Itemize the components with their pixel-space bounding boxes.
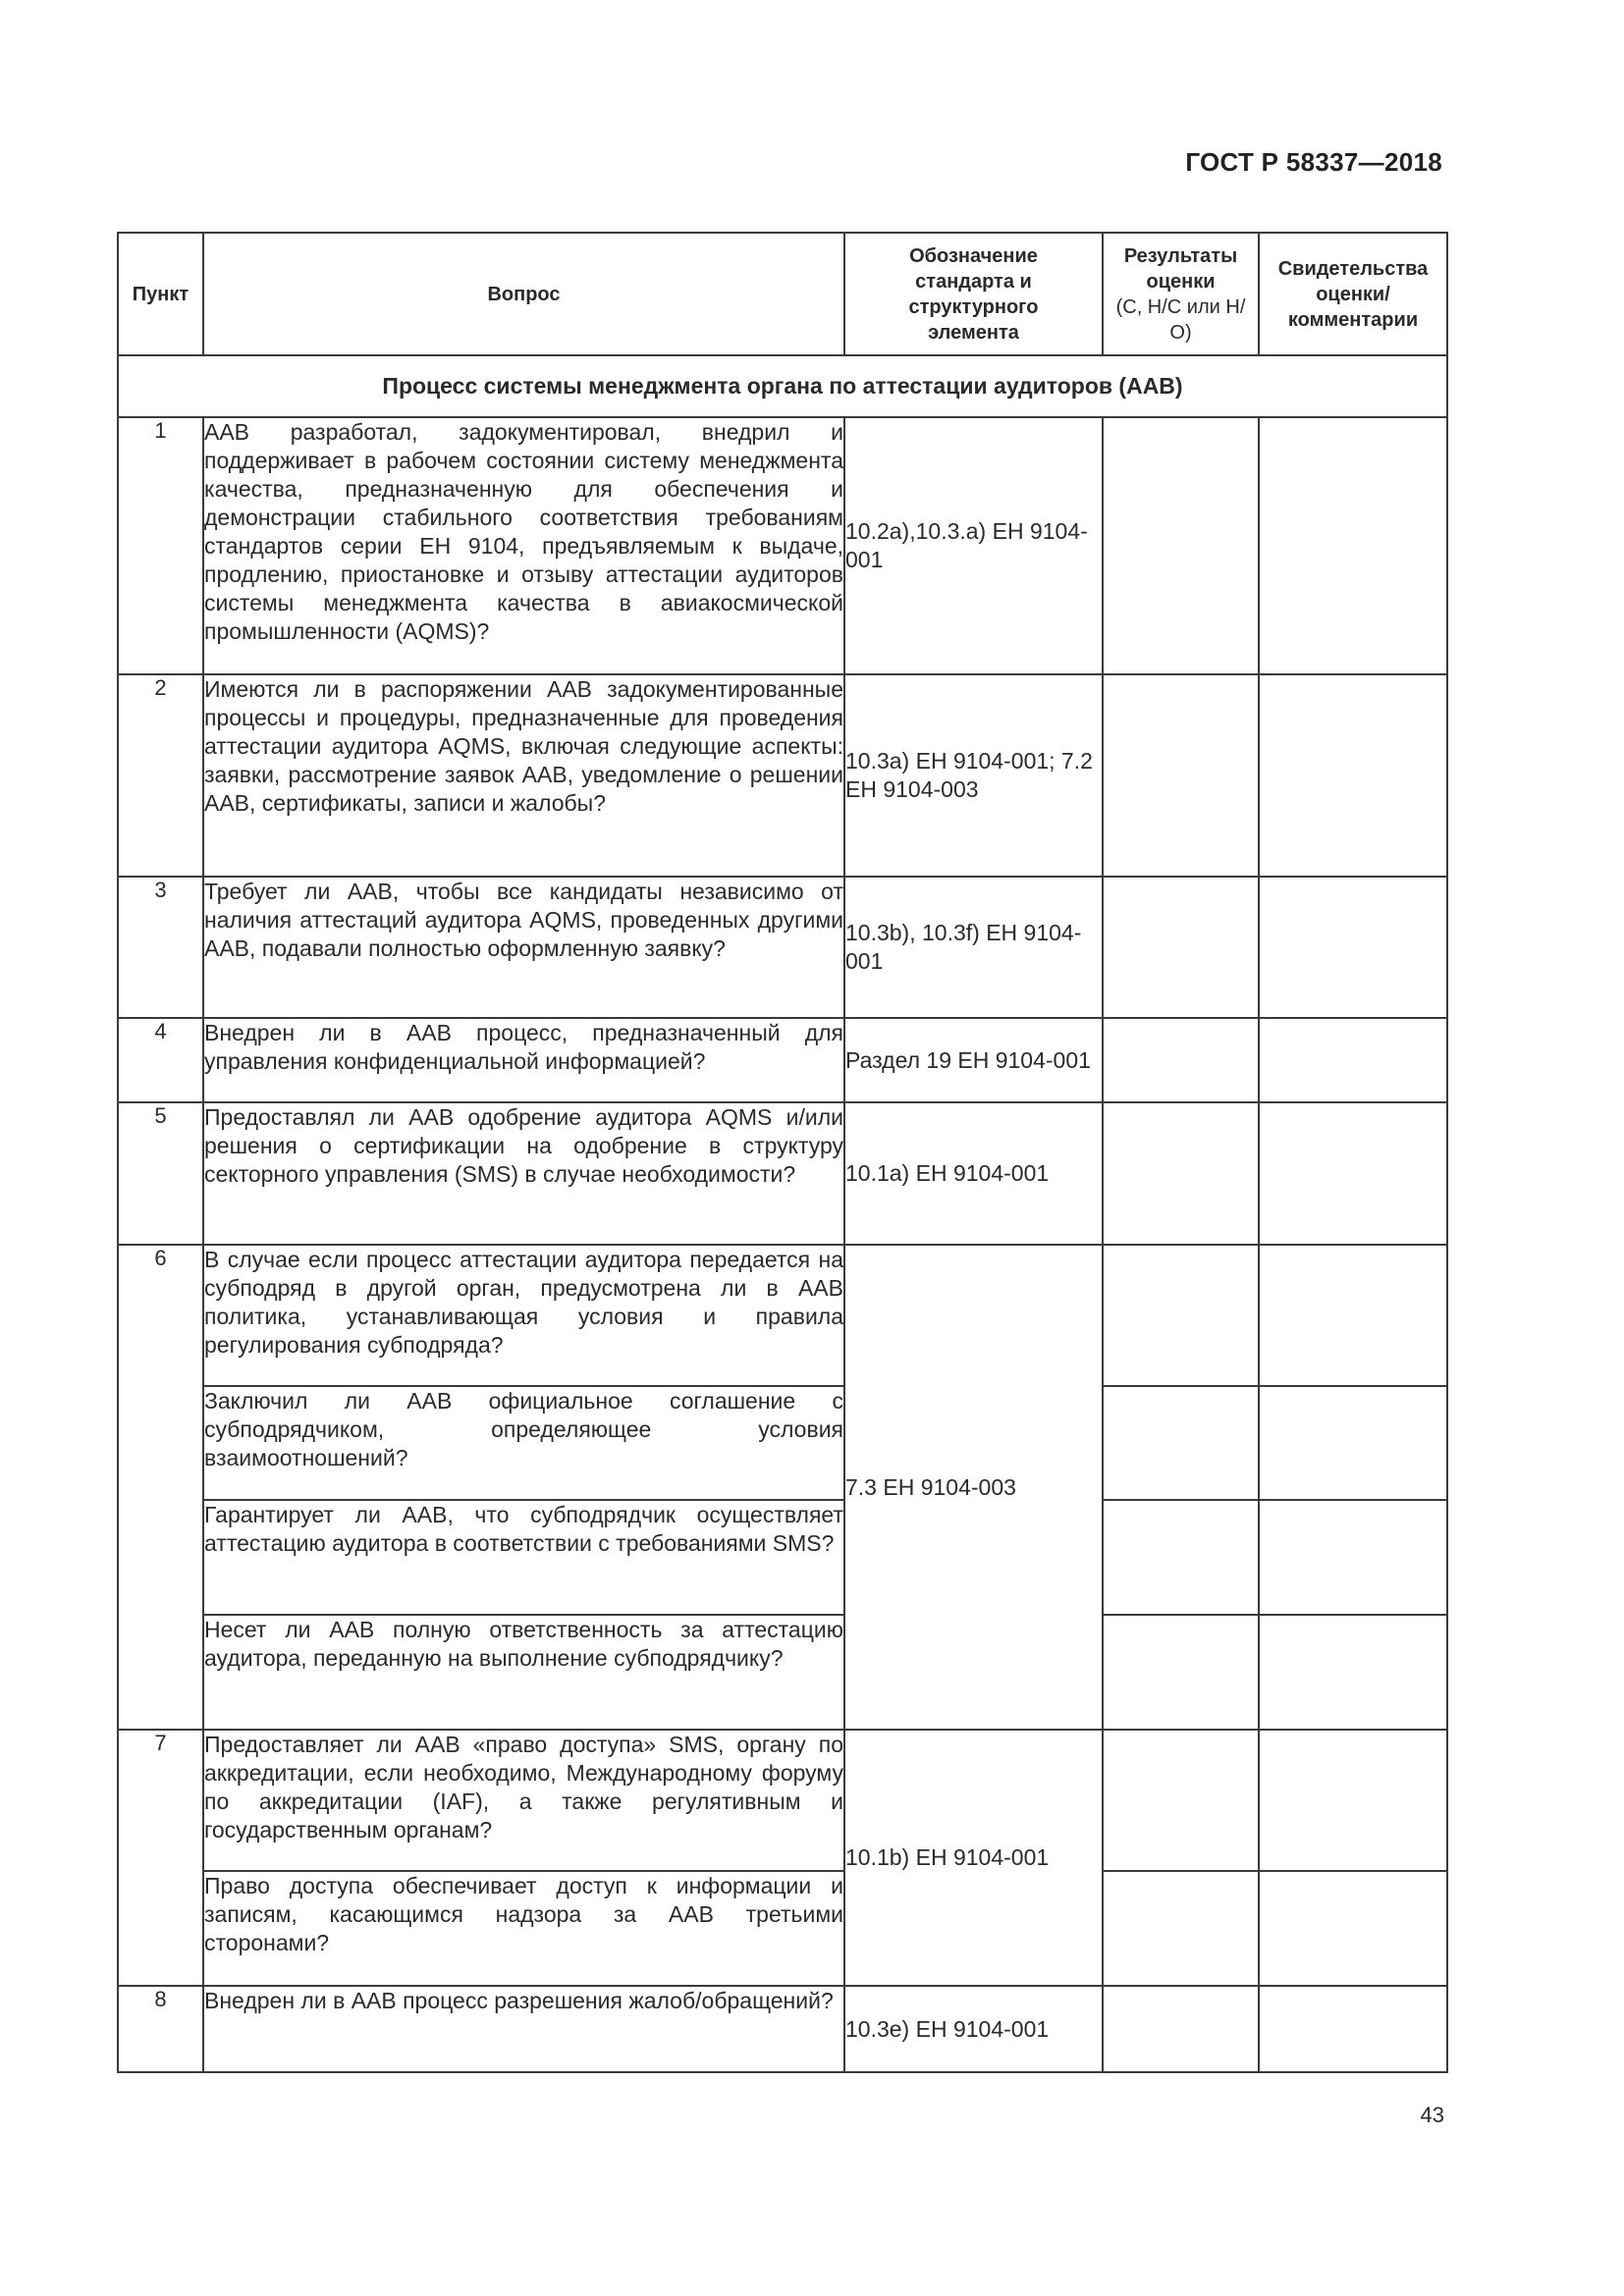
item-number: 3	[118, 877, 203, 1018]
item-number: 5	[118, 1102, 203, 1245]
evidence-cell	[1259, 1018, 1447, 1102]
evidence-cell	[1259, 1730, 1447, 1871]
table-row	[118, 1986, 1447, 2072]
header-item: Пункт	[118, 233, 203, 355]
question-text: Предоставляет ли ААВ «право доступа» SMS, органу по аккредитации, если необходимо, Международному форуму по аккредитации (IAF), а также регулятивным и государственным органам?	[203, 1730, 844, 1871]
reference-text: 10.3b), 10.3f) ЕН 9104-001	[844, 877, 1103, 1018]
header-question: Вопрос	[203, 233, 844, 355]
question-text: Несет ли ААВ полную ответственность за аттестацию аудитора, переданную на выполнение субподрядчику?	[203, 1615, 844, 1730]
question-text: Предоставлял ли ААВ одобрение аудитора AQMS и/или решения о сертификации на одобрение в структуру секторного управления (SMS) в случае необходимости?	[203, 1102, 844, 1245]
evidence-cell	[1259, 1500, 1447, 1615]
reference-text: 10.3е) ЕН 9104-001	[844, 1986, 1103, 2072]
question-text: ААВ разработал, задокументировал, внедрил и поддерживает в рабочем состоянии систему менеджмента качества, предназначенную для обеспечения и демонстрации стабильного соответствия требованиям стандартов серии ЕН 9104, предъявляемым к выдаче, продлению, приостановке и отзыву аттестации аудиторов системы менеджмента качества в авиакосмической промышленности (AQMS)?	[203, 417, 844, 674]
item-number: 4	[118, 1018, 203, 1102]
item-number: 8	[118, 1986, 203, 2072]
table-row	[118, 1018, 1447, 1102]
evidence-cell	[1259, 1615, 1447, 1730]
section-row	[118, 355, 1447, 417]
evaluation-cell	[1103, 1986, 1259, 2072]
evaluation-cell	[1103, 1018, 1259, 1102]
evaluation-cell	[1103, 1615, 1259, 1730]
item-number: 2	[118, 674, 203, 877]
reference-text: 10.1b) ЕН 9104-001	[844, 1730, 1103, 1986]
evidence-cell	[1259, 1245, 1447, 1386]
header-reference: Обозначение стандарта и структурного элемента	[844, 233, 1103, 355]
evaluation-cell	[1103, 877, 1259, 1018]
header-evaluation-title: Результаты оценки	[1123, 244, 1238, 293]
evidence-cell	[1259, 877, 1447, 1018]
table-row	[118, 417, 1447, 674]
reference-text: 10.3а) ЕН 9104-001; 7.2 ЕН 9104-003	[844, 674, 1103, 877]
table-row	[118, 1386, 1447, 1500]
reference-text: Раздел 19 ЕН 9104-001	[844, 1018, 1103, 1102]
section-title: Процесс системы менеджмента органа по аттестации аудиторов (ААВ)	[118, 355, 1447, 417]
evaluation-cell	[1103, 1386, 1259, 1500]
evidence-cell	[1259, 1386, 1447, 1500]
question-text: Заключил ли ААВ официальное соглашение с субподрядчиком, определяющее условия взаимоотношений?	[203, 1386, 844, 1500]
evidence-cell	[1259, 1102, 1447, 1245]
item-number: 7	[118, 1730, 203, 1986]
table-row	[118, 877, 1447, 1018]
reference-text: 10.2а),10.3.а) ЕН 9104-001	[844, 417, 1103, 674]
evaluation-cell	[1103, 1500, 1259, 1615]
evaluation-cell	[1103, 1245, 1259, 1386]
document-standard-code: ГОСТ Р 58337—2018	[1185, 147, 1442, 177]
evidence-cell	[1259, 417, 1447, 674]
evaluation-cell	[1103, 1102, 1259, 1245]
header-evidence: Свидетельства оценки/ комментарии	[1259, 233, 1447, 355]
evaluation-cell	[1103, 1871, 1259, 1986]
table-header-row	[118, 233, 1447, 355]
table-row	[118, 1615, 1447, 1730]
evidence-cell	[1259, 674, 1447, 877]
header-evaluation-codes: (С, Н/С или Н/О)	[1115, 295, 1246, 344]
table-row	[118, 1500, 1447, 1615]
table-row	[118, 1871, 1447, 1986]
question-text: Гарантирует ли ААВ, что субподрядчик осуществляет аттестацию аудитора в соответствии с требованиями SMS?	[203, 1500, 844, 1615]
reference-text: 7.3 ЕН 9104-003	[844, 1245, 1103, 1730]
table-row	[118, 1245, 1447, 1386]
table-row	[118, 1730, 1447, 1871]
evaluation-cell	[1103, 1730, 1259, 1871]
reference-text: 10.1а) ЕН 9104-001	[844, 1102, 1103, 1245]
table-row	[118, 674, 1447, 877]
question-text: Внедрен ли в ААВ процесс разрешения жалоб/обращений?	[203, 1986, 844, 2072]
question-text: Внедрен ли в ААВ процесс, предназначенный для управления конфиденциальной информацией?	[203, 1018, 844, 1102]
question-text: Право доступа обеспечивает доступ к информации и записям, касающимся надзора за ААВ третьими сторонами?	[203, 1871, 844, 1986]
question-text: Имеются ли в распоряжении ААВ задокументированные процессы и процедуры, предназначенные для проведения аттестации аудитора AQMS, включая следующие аспекты: заявки, рассмотрение заявок ААВ, уведомление о решении ААВ, сертификаты, записи и жалобы?	[203, 674, 844, 877]
evaluation-cell	[1103, 417, 1259, 674]
evidence-cell	[1259, 1986, 1447, 2072]
item-number: 6	[118, 1245, 203, 1730]
evaluation-cell	[1103, 674, 1259, 877]
item-number: 1	[118, 417, 203, 674]
page-number: 43	[1420, 2103, 1444, 2127]
audit-checklist-table	[117, 232, 1448, 2073]
question-text: Требует ли ААВ, чтобы все кандидаты независимо от наличия аттестаций аудитора AQMS, проведенных другими ААВ, подавали полностью оформленную заявку?	[203, 877, 844, 1018]
evidence-cell	[1259, 1871, 1447, 1986]
table-row	[118, 1102, 1447, 1245]
header-evaluation	[1103, 233, 1259, 355]
question-text: В случае если процесс аттестации аудитора передается на субподряд в другой орган, предусмотрена ли в ААВ политика, устанавливающая условия и правила регулирования субподряда?	[203, 1245, 844, 1386]
